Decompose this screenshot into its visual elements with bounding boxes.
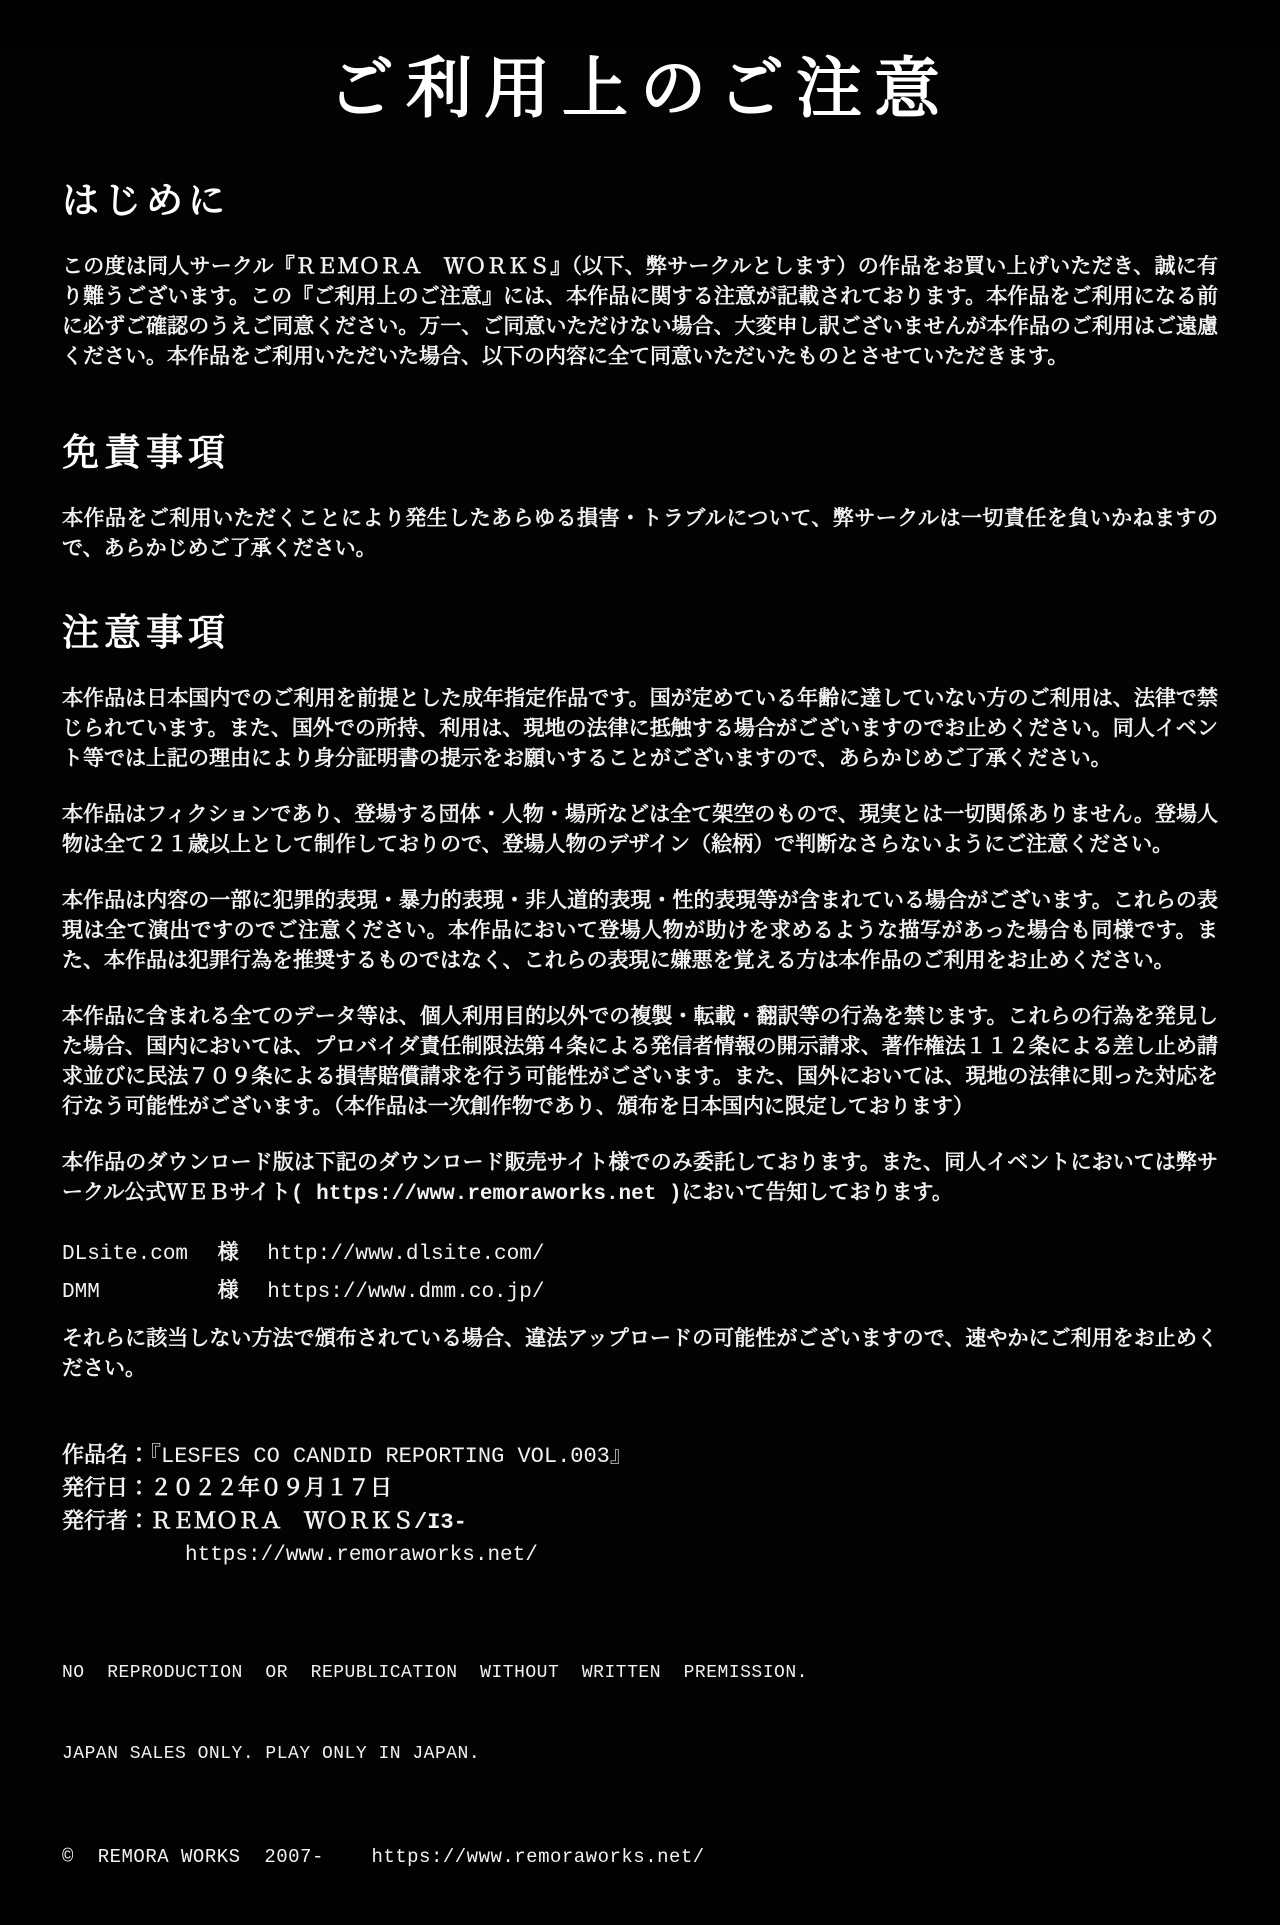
- distributor-honorific: 様: [217, 1243, 239, 1266]
- notes-paragraph-copyright: 本作品に含まれる全てのデータ等は、個人利用目的以外での複製・転載・翻訳等の行為を禁じます。これらの行為を発見した場合、国内においては、プロバイダ責任制限法第４条による発信者情報の開示請求、著作権法１１２条による差し止め請求並びに民法７０９条による損害賠償請求を行う可能性がございます。また、国外においては、現地の法律に則った対応を行なう可能性がございます。（本作品は一次創作物であり、頒布を日本国内に限定しております）: [62, 1007, 1218, 1120]
- section-intro-heading: はじめに: [62, 183, 230, 225]
- section-disclaimer: [62, 432, 1218, 566]
- notes-paragraph-download: 本作品のダウンロード版は下記のダウンロード販売サイト様でのみ委託しております。また、同人イベントにおいては弊サークル公式ＷＥＢサイト( https://www.remoraworks.net )において告知しております。: [62, 1153, 1218, 1206]
- section-disclaimer-heading: 免責事項: [62, 435, 230, 477]
- footer: [62, 1606, 1218, 1925]
- page-title: ご利用上のご注意: [328, 56, 952, 131]
- colophon: [62, 1440, 1218, 1572]
- distributor-url: http://www.dlsite.com/: [267, 1243, 545, 1266]
- section-intro: [62, 180, 1218, 374]
- publisher-website-url: https://www.remoraworks.net/: [185, 1544, 538, 1567]
- notes-paragraph-fiction: 本作品はフィクションであり、登場する団体・人物・場所などは全て架空のもので、現実とは一切関係ありません。登場人物は全て２１歳以上として制作しておりので、登場人物のデザイン（絵柄）で判断なさらないようにご注意ください。: [62, 805, 1218, 858]
- notes-paragraph-illegal-upload: それらに該当しない方法で頒布されている場合、違法アップロードの可能性がございますので、速やかにご利用をお止めください。: [62, 1329, 1218, 1382]
- distributor-row-dmm: [62, 1274, 1218, 1312]
- section-notes-heading: 注意事項: [62, 615, 230, 657]
- work-title-label: 作品名：: [62, 1444, 151, 1469]
- work-title-value: 『LESFES CO CANDID REPORTING VOL.003』: [150, 1444, 632, 1469]
- footer-notice-line1: NO REPRODUCTION OR REPUBLICATION WITHOUT WRITTEN PREMISSION.: [62, 1663, 808, 1683]
- distributor-name: DLsite.com: [62, 1243, 189, 1266]
- publish-date-label: 発行日：: [62, 1477, 151, 1502]
- footer-notice-line2: JAPAN SALES ONLY. PLAY ONLY IN JAPAN.: [62, 1744, 481, 1764]
- distributor-row-dlsite: [62, 1236, 1218, 1274]
- colophon-row-work-title: [62, 1440, 1218, 1473]
- publisher-value: ＲＥＭＯＲＡ ＷＯＲＫＳ/I3-: [150, 1510, 467, 1535]
- intro-paragraph: この度は同人サークル『ＲＥＭＯＲＡ ＷＯＲＫＳ』（以下、弊サークルとします）の作品をお買い上げいただき、誠に有り難うございます。この『ご利用上のご注意』には、本作品に関する注意が記載されております。本作品をご利用になる前に必ずご確認のうえご同意ください。万一、ご同意いただけない場合、大変申し訳ございませんが本作品のご利用はご遠慮ください。本作品をご利用いただいた場合、以下の内容に全て同意いただいたものとさせていただきます。: [62, 257, 1218, 370]
- notes-paragraph-expressions: 本作品は内容の一部に犯罪的表現・暴力的表現・非人道的表現・性的表現等が含まれている場合がございます。これらの表現は全て演出ですのでご注意ください。本作品において登場人物が助けを求めるような描写があった場合も同様です。また、本作品は犯罪行為を推奨するものではなく、これらの表現に嫌悪を覚える方は本作品のご利用をお止めください。: [62, 891, 1218, 974]
- disclaimer-paragraph: 本作品をご利用いただくことにより発生したあらゆる損害・トラブルについて、弊サークルは一切責任を負いかねますので、あらかじめご了承ください。: [62, 509, 1218, 562]
- copyright-line: © REMORA WORKS 2007- https://www.remoraworks.net/: [62, 1846, 705, 1868]
- distributor-honorific: 様: [217, 1281, 239, 1304]
- notes-paragraph-age-restriction: 本作品は日本国内でのご利用を前提とした成年指定作品です。国が定めている年齢に達していない方のご利用は、法律で禁じられています。また、国外での所持、利用は、現地の法律に抵触する場合がございますのでお止めください。同人イベント等では上記の理由により身分証明書の提示をお願いすることがございますので、あらかじめご了承ください。: [62, 689, 1218, 772]
- usage-notice-page: [0, 48, 1280, 1868]
- colophon-row-publish-date: [62, 1473, 1218, 1506]
- section-notes: [62, 612, 1218, 1386]
- colophon-row-publisher: [62, 1506, 1218, 1539]
- distributor-name: DMM: [62, 1281, 100, 1304]
- publish-date-value: ２０２２年０９月１７日: [150, 1477, 393, 1502]
- publisher-label: 発行者：: [62, 1510, 151, 1535]
- distributor-url: https://www.dmm.co.jp/: [267, 1281, 545, 1304]
- distributor-list: [62, 1236, 1218, 1312]
